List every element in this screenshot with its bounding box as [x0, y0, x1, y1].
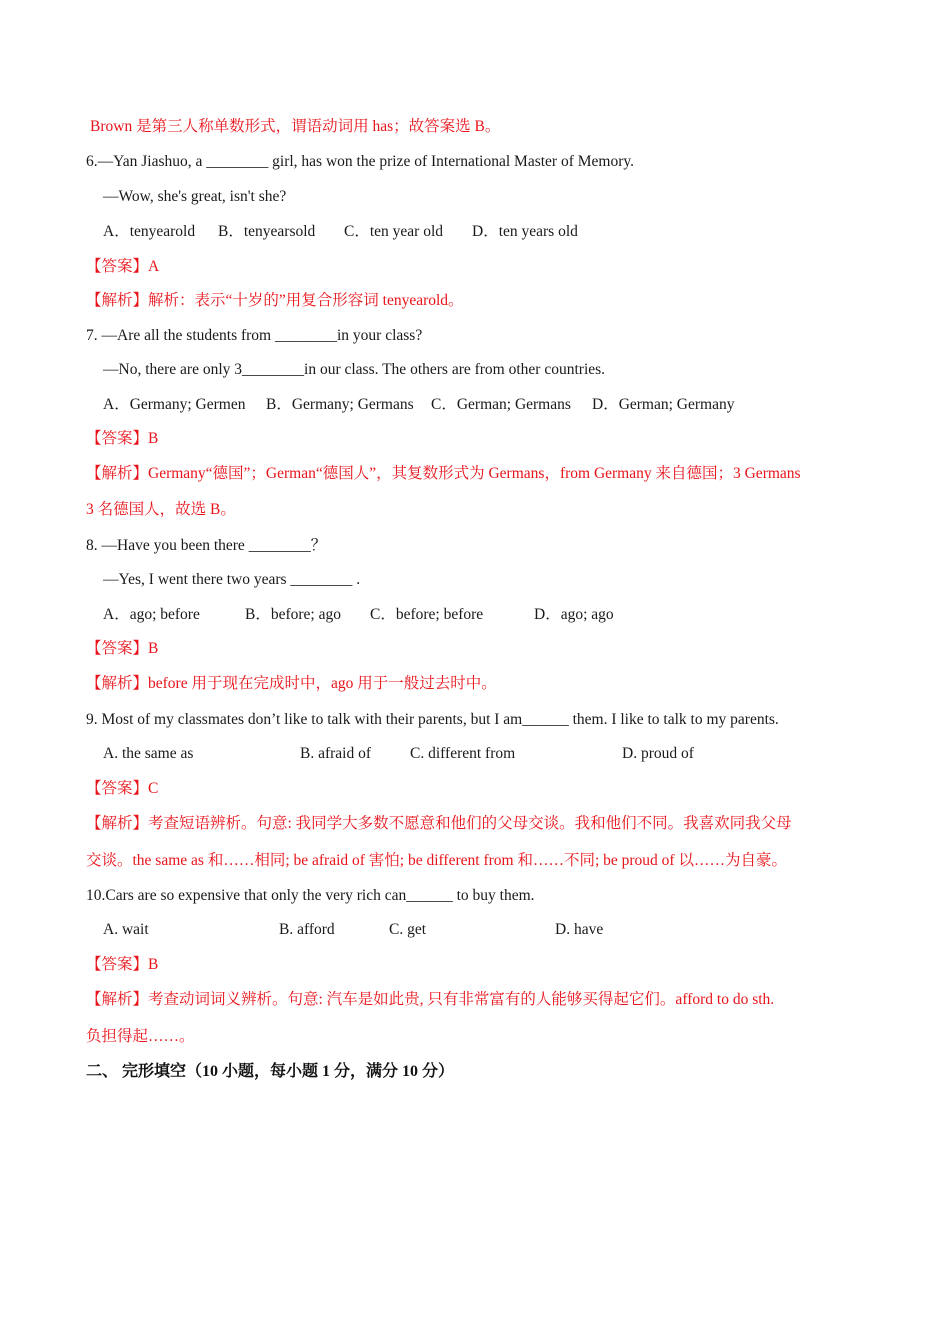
- q10-options: [103, 920, 603, 940]
- q10-option-d: D. have: [555, 921, 604, 938]
- q9-analysis-line2: 交谈。the same as 和……相同; be afraid of 害怕; be different from 和……不同; be proud of 以……为自豪。: [86, 852, 787, 869]
- q6-option-c: C．ten year old: [344, 223, 444, 240]
- q6-answer: 【答案】A: [86, 258, 160, 275]
- q9-stem: 9. Most of my classmates don’t like to talk with their parents, but I am______ them. I like to talk to my parents.: [86, 711, 779, 728]
- q8-answer: 【答案】B: [86, 640, 159, 657]
- q9-analysis-line1: 【解析】考查短语辨析。句意: 我同学大多数不愿意和他们的父母交谈。我和他们不同。我喜欢同我父母: [86, 815, 792, 832]
- q6-options: [103, 222, 578, 242]
- intro-explanation: Brown 是第三人称单数形式，谓语动词用 has；故答案选 B。: [90, 118, 501, 135]
- q8-option-b: B．before; ago: [245, 606, 341, 623]
- q9-option-a: A. the same as: [103, 745, 194, 762]
- q10-analysis-line1: 【解析】考查动词词义辨析。句意: 汽车是如此贵, 只有非常富有的人能够买得起它们。afford to do sth.: [86, 991, 775, 1008]
- q8-options: [103, 605, 614, 625]
- q10-option-a: A. wait: [103, 921, 149, 938]
- q8-option-c: C．before; before: [370, 606, 484, 623]
- q9-option-d: D. proud of: [622, 745, 694, 762]
- q7-option-b: B．Germany; Germans: [266, 396, 414, 413]
- q6-stem: 6.—Yan Jiashuo, a ________ girl, has won the prize of International Master of Memory.: [86, 153, 634, 170]
- q10-option-b: B. afford: [279, 921, 335, 938]
- q8-stem: 8. —Have you been there ________？: [86, 537, 327, 554]
- q10-analysis-line2: 负担得起……。: [86, 1028, 195, 1045]
- q8-analysis: 【解析】before 用于现在完成时中，ago 用于一般过去时中。: [86, 675, 497, 692]
- q7-option-c: C．German; Germans: [431, 396, 571, 413]
- q7-analysis-line2: 3 名德国人，故选 B。: [86, 501, 236, 518]
- q8-option-d: D．ago; ago: [534, 606, 614, 623]
- q9-option-b: B. afraid of: [300, 745, 372, 762]
- q8-option-a: A．ago; before: [103, 606, 200, 623]
- q9-answer: 【答案】C: [86, 780, 159, 797]
- q9-options: [103, 744, 694, 764]
- q9-option-c: C. different from: [410, 745, 516, 762]
- q6-option-a: A．tenyearold: [103, 223, 196, 240]
- q10-option-c: C. get: [389, 921, 427, 938]
- q7-option-a: A．Germany; Germen: [103, 396, 246, 413]
- q7-stem: 7. —Are all the students from ________in your class?: [86, 327, 423, 344]
- q6-option-b: B．tenyearsold: [218, 223, 316, 240]
- q10-answer: 【答案】B: [86, 956, 159, 973]
- q6-option-d: D．ten years old: [472, 223, 578, 240]
- q7-options: [103, 395, 734, 415]
- q7-reply: —No, there are only 3________in our class. The others are from other countries.: [103, 361, 606, 378]
- q8-reply: —Yes, I went there two years ________ .: [103, 571, 361, 588]
- section-heading: 二、 完形填空（10 小题，每小题 1 分，满分 10 分）: [86, 1063, 455, 1080]
- q7-option-d: D．German; Germany: [592, 396, 735, 413]
- q10-stem: 10.Cars are so expensive that only the very rich can______ to buy them.: [86, 887, 535, 904]
- q7-answer: 【答案】B: [86, 430, 159, 447]
- q6-analysis: 【解析】解析：表示“十岁的”用复合形容词 tenyearold。: [86, 292, 464, 309]
- q6-reply: —Wow, she's great, isn't she?: [103, 188, 287, 205]
- q7-analysis-line1: 【解析】Germany“德国”；German“德国人”，其复数形式为 Germans，from Germany 来自德国；3 Germans: [86, 465, 801, 482]
